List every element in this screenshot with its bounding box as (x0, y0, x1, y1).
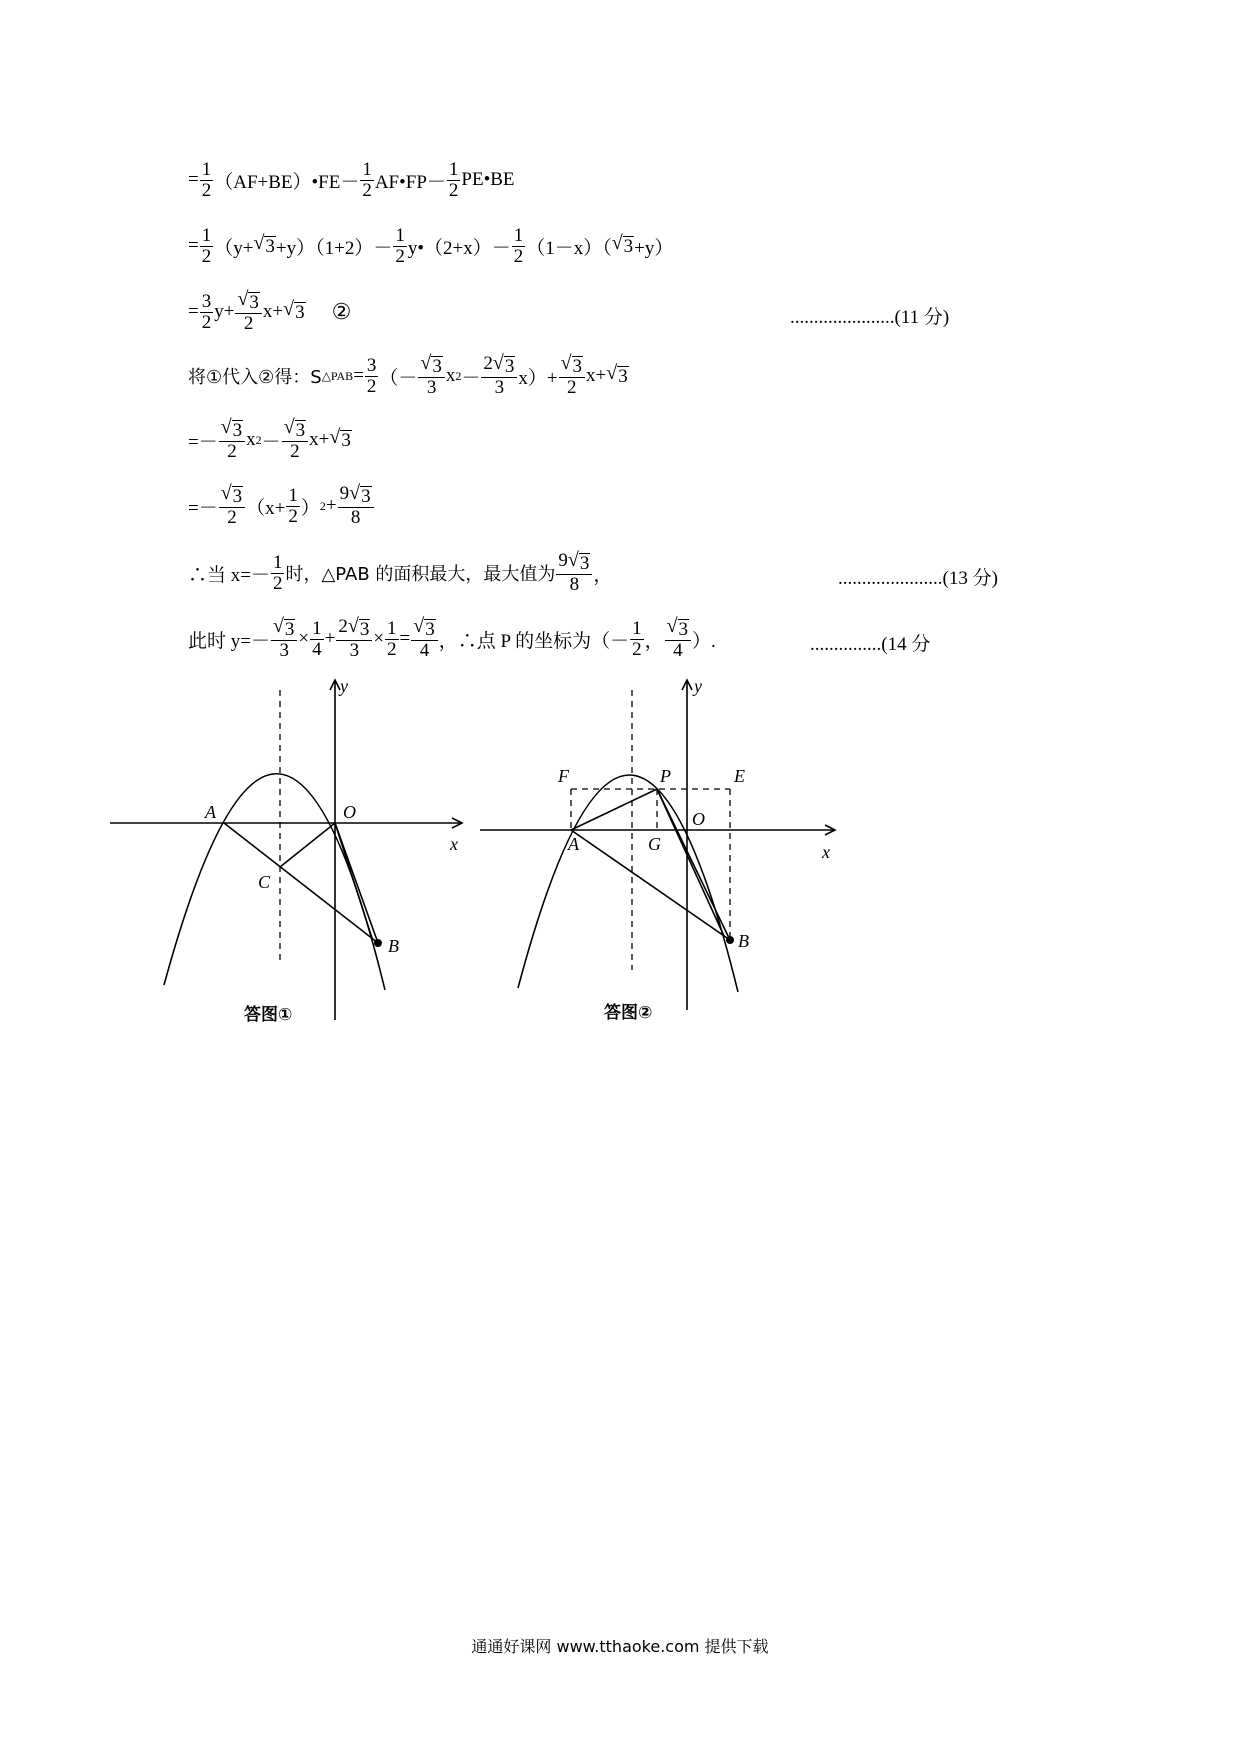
text: y•（2+x）－ (407, 237, 511, 259)
label-A: A (205, 802, 216, 822)
label-y: y (340, 676, 348, 696)
fraction: $\frac{1}{2}$ (387, 617, 397, 660)
equation-line-8 (188, 611, 716, 667)
text: 此时 y=－ (188, 630, 270, 652)
text: AF•FP－ (374, 171, 446, 193)
label-P: P (660, 766, 671, 786)
fraction: √ 3 4 (665, 617, 691, 662)
text: （x+ (246, 497, 286, 519)
circled-number: ② (331, 299, 352, 324)
fraction: √ 3 4 (411, 617, 437, 662)
text: ，∴点 P 的坐标为（－ (438, 630, 630, 652)
fraction: $\frac{1}{4}$ (312, 617, 322, 660)
text: － (261, 431, 281, 453)
text: +y）（1+2）－ (275, 237, 393, 259)
segment-CO (280, 823, 335, 867)
segment-AP (571, 789, 657, 830)
text: ， (644, 630, 664, 652)
text: ） (300, 497, 320, 519)
text: ∴当 x=－ (188, 564, 270, 586)
fraction: 2 √ 3 3 (336, 617, 372, 662)
label-E: E (734, 766, 745, 786)
label-O: O (343, 802, 356, 822)
fraction: $\frac{1}{2}$ (288, 484, 298, 527)
fraction: $\frac{1}{2}$ (513, 224, 524, 267)
caption-figure-1: 答图① (244, 1005, 293, 1025)
text: × (373, 628, 385, 649)
text: x (246, 429, 256, 450)
text: x+ (309, 429, 330, 450)
text: x+ (586, 365, 607, 386)
equation-line-1 (188, 152, 515, 208)
score-mark-14: ...............(14 分 (810, 634, 931, 655)
text: y+ (214, 301, 235, 322)
text: × (298, 628, 310, 649)
sqrt: √ 3 (253, 232, 275, 258)
text: （－ (379, 367, 418, 389)
text: 将①代入②得：S (188, 367, 322, 388)
eq-sign: =－ (188, 431, 218, 453)
label-A: A (568, 834, 579, 854)
superscript: 2 (455, 368, 462, 383)
equation-line-5 (188, 412, 352, 468)
score-mark-11: ......................(11 分) (790, 307, 950, 328)
fraction: √ 3 2 (235, 290, 261, 335)
eq-sign: =－ (188, 497, 218, 519)
equation-line-7 (188, 545, 612, 601)
text: ）. (692, 630, 716, 652)
fraction: $\frac{1}{2}$ (448, 158, 459, 201)
text: PE•BE (461, 169, 515, 190)
fraction: √ 3 2 (219, 484, 245, 529)
fraction: $\frac{1}{2}$ (362, 158, 372, 201)
fraction: √ 3 3 (271, 617, 297, 662)
eq-sign: = (353, 365, 364, 386)
text: ， (593, 564, 613, 586)
label-B: B (388, 936, 399, 956)
caption-figure-2: 答图② (604, 1003, 653, 1023)
fraction: $\frac{1}{2}$ (272, 551, 283, 594)
figure-2 (470, 670, 850, 1040)
segment-OB-curve (335, 823, 372, 938)
fraction: 9 √ 3 8 (338, 484, 374, 529)
point-B (726, 936, 734, 944)
text: + (324, 628, 336, 649)
text: +y） (634, 237, 674, 259)
point-B (374, 939, 382, 947)
equation-line-6 (188, 478, 375, 534)
segment-PB-curve (657, 789, 724, 936)
text: x+ (262, 301, 284, 322)
superscript: 2 (255, 432, 262, 447)
text: （AF+BE）•FE－ (214, 171, 360, 193)
text: （1－x）（ (526, 237, 612, 259)
score-mark-13: ......................(13 分) (838, 568, 998, 589)
fraction: $\frac{1}{2}$ (632, 617, 642, 660)
label-F: F (558, 766, 569, 786)
label-G: G (648, 834, 661, 854)
parabola (518, 775, 738, 992)
text: = (399, 628, 411, 649)
sqrt: √ 3 (606, 362, 628, 388)
fraction: 9 √ 3 8 (556, 551, 592, 596)
text: + (325, 495, 337, 516)
fraction: √ 3 2 (219, 418, 245, 463)
label-O: O (692, 809, 705, 829)
fraction: √ 3 3 (418, 354, 444, 399)
fraction: $\frac{3}{2}$ (201, 290, 212, 333)
figure-1 (110, 670, 470, 1040)
superscript: 2 (319, 498, 326, 513)
footer-text: 通通好课网 www.tthaoke.com 提供下载 (471, 1637, 769, 1656)
label-x: x (450, 834, 458, 854)
text: x）+ (518, 367, 558, 389)
subscript: △PAB (321, 368, 354, 383)
eq-sign: = (188, 169, 199, 190)
fraction: √ 3 2 (559, 354, 585, 399)
eq-sign: = (188, 301, 199, 322)
equation-line-2 (188, 218, 673, 274)
equation-line-4 (188, 348, 629, 404)
sqrt: √ 3 (329, 426, 351, 452)
sqrt: √ 3 (611, 232, 634, 258)
fraction: $\frac{1}{2}$ (201, 224, 212, 267)
text: x (445, 365, 456, 386)
fraction: 2 √ 3 3 (481, 354, 517, 399)
eq-sign: = (188, 235, 199, 256)
label-y: y (694, 676, 702, 696)
fraction: $\frac{1}{2}$ (395, 224, 405, 267)
fraction: $\frac{3}{2}$ (366, 354, 377, 397)
fraction: $\frac{1}{2}$ (201, 158, 212, 201)
text: － (461, 367, 481, 389)
label-C: C (258, 872, 271, 892)
fraction: √ 3 2 (282, 418, 308, 463)
equation-line-3 (188, 284, 351, 340)
text: （y+ (214, 237, 254, 259)
label-x: x (822, 842, 830, 862)
text: 时，△PAB 的面积最大，最大值为 (285, 564, 556, 585)
sqrt: √ 3 (283, 298, 305, 324)
label-B: B (738, 931, 749, 951)
